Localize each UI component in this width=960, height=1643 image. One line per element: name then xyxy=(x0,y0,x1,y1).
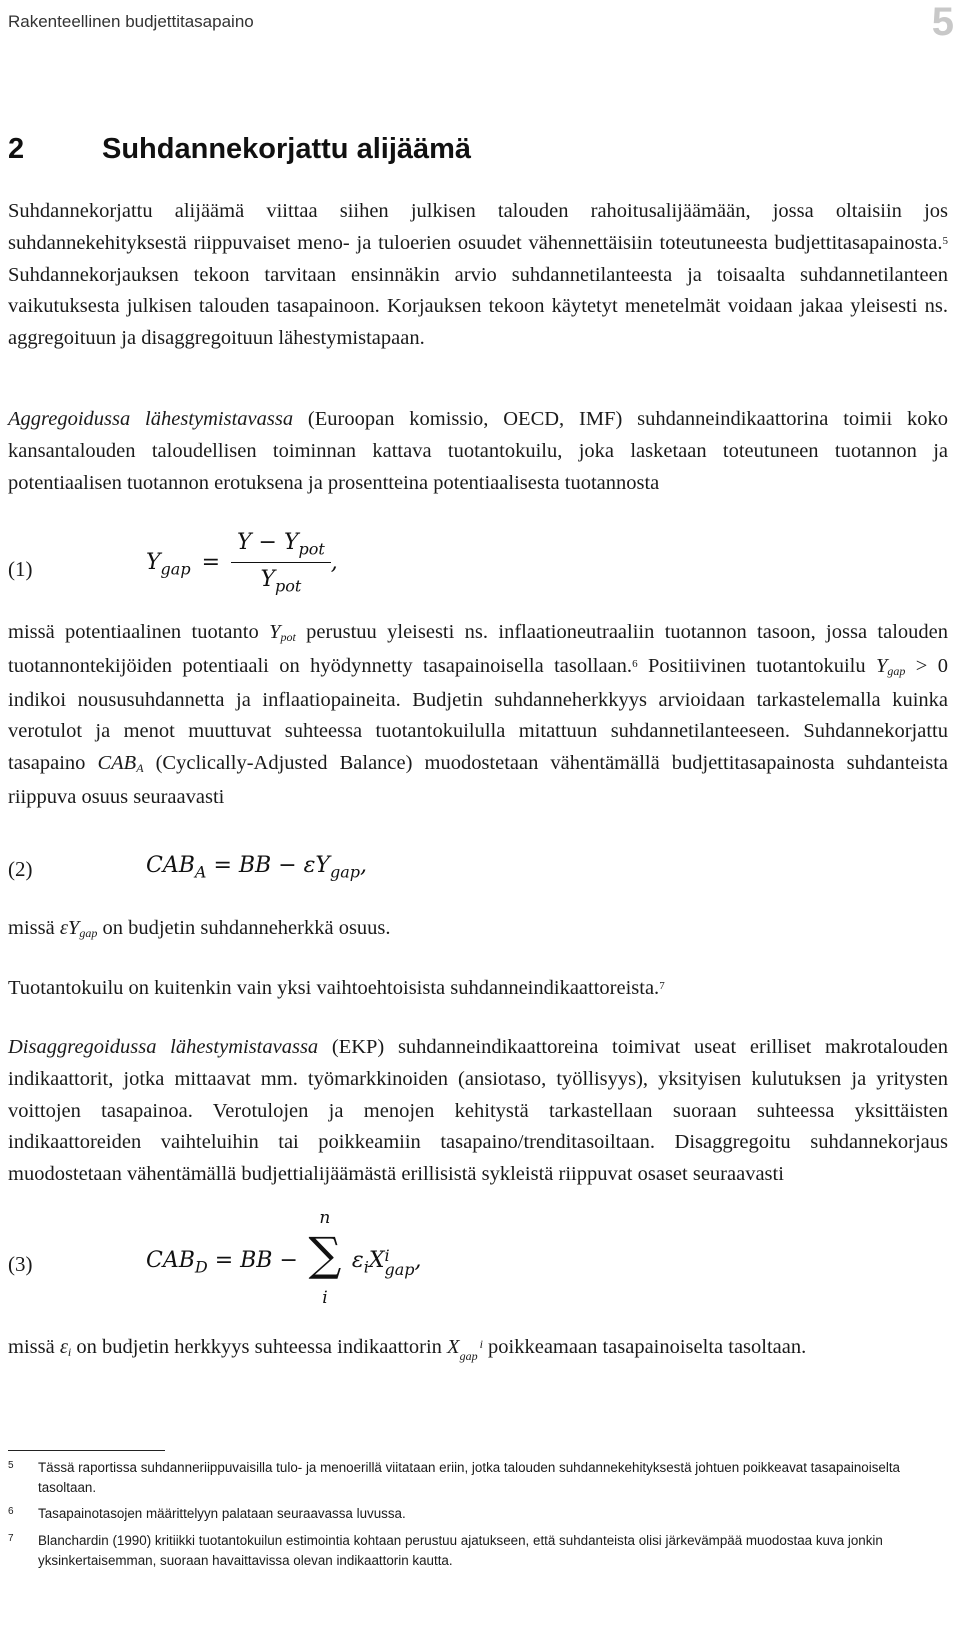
math-subscript: D xyxy=(194,1257,208,1277)
paragraph-potential xyxy=(8,617,948,814)
footnote-6 xyxy=(8,1504,948,1524)
para-text: > 0 indikoi noususuhdannetta ja inflaatiopaineita. Budjetin suhdanneherkkyys arvioidaan tarkastelemalla kuinka verotulot ja menot muuttuvat suhteessa tuotantokuilulla mitattuun suhdannetilanteeseen. Suhdannekorjattu tasapaino xyxy=(8,654,948,775)
fraction-denominator xyxy=(231,563,331,595)
sum-sign: ∑ xyxy=(308,1227,342,1281)
footnote-7 xyxy=(8,1531,948,1571)
italic-term: Disaggregoidussa lähestymistavassa xyxy=(8,1036,319,1058)
fraction-numerator xyxy=(231,530,331,563)
equation-number: (1) xyxy=(8,557,33,581)
math-term xyxy=(351,1246,422,1279)
para-text: (Cyclically-Adjusted Balance) muodostetaan vähentämällä budjettitasapainosta suhdanteista riippuva osuus seuraavasti xyxy=(8,752,948,808)
math-subscript: A xyxy=(136,761,144,776)
footnote-mark: 5 xyxy=(8,1460,14,1471)
math-subscript: pot xyxy=(275,576,302,596)
math-subscript: i xyxy=(363,1257,369,1277)
math-subscript: gap xyxy=(329,862,360,882)
sum-lower-limit: i xyxy=(322,1288,328,1308)
footnote-divider xyxy=(8,1450,165,1451)
math-operator: = xyxy=(201,549,220,575)
math-inline: Y xyxy=(876,654,888,677)
fraction xyxy=(231,530,331,596)
math-superscript: i xyxy=(384,1246,390,1265)
math-subscript: gap xyxy=(79,926,98,940)
math-subscript: A xyxy=(194,862,207,882)
footnote-ref[interactable]: 5 xyxy=(942,234,948,247)
math-subscript: pot xyxy=(280,630,296,644)
paragraph-aggregated xyxy=(8,404,948,499)
math-symbol: ε xyxy=(351,1248,364,1273)
footnote-text: Blanchardin (1990) kritiikki tuotantokuilun estimointia kohtaan perustuu ajatukseen, että suhdanteista olisi järkevämpää muodostaa kuva jonkin yksinkertaisemman, suoraan havaittavissa olevan indikaattorin kautta. xyxy=(38,1533,883,1568)
math-symbol: CAB xyxy=(146,1248,195,1273)
math-superscript: i xyxy=(479,1337,483,1351)
math-subscript: gap xyxy=(887,663,906,678)
page-number: 5 xyxy=(931,0,954,44)
math-punctuation: , xyxy=(330,549,338,575)
para-text: Suhdannekorjauksen tekoon tarvitaan ensinnäkin arvio suhdannetilanteesta ja toisaalta suhdannetilanteen vaikutuksesta julkisen talouden tasapainoon. Korjauksen tekoon käytetyt menetelmät voidaan jakaa yleisesti ns. aggregoituun ja disaggregoituun lähestymistapaan. xyxy=(8,263,948,350)
math-symbol: CAB xyxy=(146,853,195,878)
math-inline: εY xyxy=(59,917,80,939)
para-text: missä potentiaalinen tuotanto xyxy=(8,621,270,643)
math-symbol: Y − Y xyxy=(237,530,299,555)
footnote-text: Tasapainotasojen määrittelyyn palataan seuraavassa luvussa. xyxy=(38,1506,406,1521)
math-inline: ε xyxy=(59,1336,68,1358)
footnote-text: Tässä raportissa suhdanneriippuvaisilla tulo- ja menoerillä viitataan eriin, jotka talouden suhdannekehityksestä johtuen poikkeavat tasapainoiselta tasoltaan. xyxy=(38,1460,900,1495)
italic-term: Aggregoidussa lähestymistavassa xyxy=(8,408,294,430)
footnote-mark: 6 xyxy=(8,1506,14,1517)
paragraph-alternatives xyxy=(8,973,948,1005)
footnote-ref[interactable]: 7 xyxy=(659,980,665,992)
para-text: (Euroopan komissio, OECD, IMF) suhdanneindikaattorina toimii koko kansantalouden taloudellisen toiminnan kattava tuotantokuilu, joka lasketaan toteutuneen tuotannon ja potentiaalisen tuotannon erotuksena ja prosentteina potentiaalisesta tuotannosta xyxy=(8,408,948,494)
footnote-ref[interactable]: 6 xyxy=(632,657,638,670)
math-punctuation: , xyxy=(360,853,367,878)
math-symbol xyxy=(146,1248,305,1277)
equation-1 xyxy=(146,530,338,596)
para-text: Positiivinen tuotantokuilu xyxy=(637,654,876,677)
sum-upper-limit: n xyxy=(319,1208,331,1228)
para-text: missä xyxy=(8,1336,60,1358)
math-symbol: X xyxy=(368,1248,385,1273)
paragraph-indicator-sensitivity xyxy=(8,1332,948,1366)
math-subscript: pot xyxy=(298,539,325,559)
math-subscript: i xyxy=(67,1345,72,1359)
summation xyxy=(305,1208,345,1312)
para-text: (EKP) suhdanneindikaattoreina toimivat useat erilliset makrotalouden indikaattorit, jotka mittaavat mm. työmarkkinoiden (ansiotaso, työllisyys), yksityisen kulutuksen ja yritysten voittojen tasapainoa. Verotulojen ja menojen kehitystä tarkastellaan suoraan suhteessa yksittäisten indikaattoreiden vaihteluihin tai poikkeamiin tasapaino/trenditasoiltaan. Disaggregoitu suhdannekorjaus muodostetaan vähentämällä budjettialijäämästä erillisistä sykleistä riippuvat osaset seuraavasti xyxy=(8,1036,948,1186)
paragraph-sensitive-part xyxy=(8,913,948,947)
running-head: Rakenteellinen budjettitasapaino xyxy=(8,12,254,31)
para-text: on budjetin herkkyys suhteessa indikaattorin xyxy=(71,1336,448,1358)
equation-2 xyxy=(146,853,367,881)
para-text: Tuotantokuilu on kuitenkin vain yksi vaihtoehtoisista suhdanneindikaattoreista. xyxy=(8,977,660,999)
section-number: 2 xyxy=(8,133,25,165)
para-text: on budjetin suhdanneherkkä osuus. xyxy=(97,917,391,939)
section-title xyxy=(8,133,471,166)
math-subscript: gap xyxy=(160,559,191,579)
equation-3 xyxy=(146,1208,422,1312)
footnote-5 xyxy=(8,1458,948,1498)
footnote-mark: 7 xyxy=(8,1533,14,1544)
para-text: missä xyxy=(8,917,60,939)
math-inline: CAB xyxy=(97,752,137,775)
math-operator: = BB − xyxy=(207,1248,305,1273)
math-subscript: gap xyxy=(384,1260,415,1279)
para-text: Suhdannekorjattu alijäämä viittaa siihen julkisen talouden rahoitusalijäämään, jossa oltaisiin jos suhdannekehityksestä riippuvaiset meno- ja tuloerien osuudet vähennettäisiin toteutuneesta budjettitasapainosta. xyxy=(8,200,948,254)
math-inline: Y xyxy=(269,621,281,643)
para-text: perustuu yleisesti ns. inflaationeutraaliin tuotannon tasoon, jossa talouden tuotannontekijöiden potentiaali on hyödynnetty tasapainoisella tasollaan. xyxy=(8,621,948,677)
para-text: poikkeamaan tasapainoiselta tasoltaan. xyxy=(482,1336,807,1358)
math-inline: X xyxy=(447,1336,460,1358)
math-symbol: = BB − εY xyxy=(206,853,330,878)
equation-number: (2) xyxy=(8,857,33,881)
section-heading: Suhdannekorjattu alijäämä xyxy=(102,133,472,165)
math-punctuation: , xyxy=(414,1248,422,1273)
math-symbol: Y xyxy=(260,567,275,593)
paragraph-intro xyxy=(8,196,948,355)
paragraph-disaggregated xyxy=(8,1032,948,1191)
math-symbol: Y xyxy=(146,549,161,575)
equation-number: (3) xyxy=(8,1252,33,1276)
math-subscript: gap xyxy=(459,1349,478,1363)
